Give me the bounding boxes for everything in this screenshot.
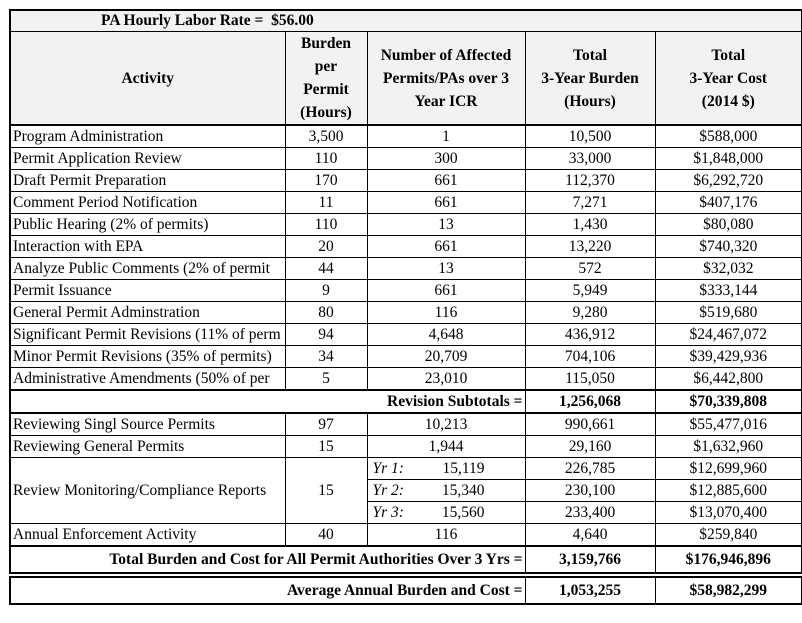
affected-cell: 300 (367, 148, 525, 170)
table-row (10, 125, 802, 148)
hours-cell: 9,280 (525, 302, 655, 324)
hours-cell: 1,430 (525, 214, 655, 236)
burden-cell: 5 (285, 368, 367, 391)
hours-cell: 33,000 (525, 148, 655, 170)
burden-cell: 110 (285, 148, 367, 170)
year-cost: $12,699,960 (655, 458, 802, 480)
revision-subtotal-label: Revision Subtotals = (10, 390, 525, 413)
cost-cell: $407,176 (655, 192, 802, 214)
labor-rate-value: $56.00 (271, 12, 314, 29)
burden-cell: 94 (285, 324, 367, 346)
affected-cell: 1 (367, 125, 525, 148)
hours-cell: 704,106 (525, 346, 655, 368)
cost-cell: $6,292,720 (655, 170, 802, 192)
affected-cell: 10,213 (367, 413, 525, 436)
hours-cell: 990,661 (525, 413, 655, 436)
hours-cell: 29,160 (525, 436, 655, 458)
monitoring-burden: 15 (285, 458, 367, 524)
table-row (10, 192, 802, 214)
revision-subtotal-cost: $70,339,808 (655, 390, 802, 413)
monitoring-activity: Review Monitoring/Compliance Reports (10, 458, 285, 524)
hours-cell: 112,370 (525, 170, 655, 192)
table-row (10, 236, 802, 258)
year-cost: $13,070,400 (655, 502, 802, 524)
labor-rate-row (10, 10, 802, 32)
enforcement-burden: 40 (285, 524, 367, 547)
year-affected: 15,560 (441, 504, 485, 521)
table-row (10, 413, 802, 436)
cost-cell: $1,632,960 (655, 436, 802, 458)
table-row (10, 258, 802, 280)
affected-cell: 4,648 (367, 324, 525, 346)
cost-cell: $519,680 (655, 302, 802, 324)
burden-cell: 20 (285, 236, 367, 258)
burden-cell: 9 (285, 280, 367, 302)
affected-cell: 116 (367, 302, 525, 324)
activity-cell: Reviewing Singl Source Permits (10, 413, 285, 436)
burden-cell: 97 (285, 413, 367, 436)
activity-cell: Minor Permit Revisions (35% of permits) (10, 346, 285, 368)
year-affected: 15,340 (441, 482, 485, 499)
average-row (10, 577, 802, 604)
activity-cell: Permit Issuance (10, 280, 285, 302)
cost-cell: $24,467,072 (655, 324, 802, 346)
burden-cell: 170 (285, 170, 367, 192)
col-total-burden: Total 3-Year Burden (Hours) (525, 32, 655, 126)
cost-cell: $588,000 (655, 125, 802, 148)
activity-cell: Analyze Public Comments (2% of permit (10, 258, 285, 280)
activity-cell: Program Administration (10, 125, 285, 148)
affected-cell: 661 (367, 280, 525, 302)
cost-cell: $740,320 (655, 236, 802, 258)
enforcement-row (10, 524, 802, 547)
burden-cell: 44 (285, 258, 367, 280)
enforcement-hours: 4,640 (525, 524, 655, 547)
col-affected: Number of Affected Permits/PAs over 3 Year ICR (367, 32, 525, 126)
total-label: Total Burden and Cost for All Permit Authorities Over 3 Yrs = (10, 546, 525, 573)
hours-cell: 5,949 (525, 280, 655, 302)
table-row (10, 368, 802, 391)
burden-cell: 34 (285, 346, 367, 368)
affected-cell: 661 (367, 236, 525, 258)
year-label: Yr 3: (372, 504, 404, 521)
burden-cell: 15 (285, 436, 367, 458)
table-row (10, 280, 802, 302)
enforcement-cost: $259,840 (655, 524, 802, 547)
total-hours: 3,159,766 (525, 546, 655, 573)
hours-cell: 13,220 (525, 236, 655, 258)
cost-cell: $32,032 (655, 258, 802, 280)
burden-cell: 110 (285, 214, 367, 236)
table-row (10, 436, 802, 458)
average-hours: 1,053,255 (525, 577, 655, 604)
enforcement-activity: Annual Enforcement Activity (10, 524, 285, 547)
year-label: Yr 2: (372, 482, 404, 499)
activity-cell: Significant Permit Revisions (11% of perm (10, 324, 285, 346)
activity-cell: General Permit Adminstration (10, 302, 285, 324)
column-header-row (10, 32, 802, 126)
enforcement-affected: 116 (367, 524, 525, 547)
activity-cell: Interaction with EPA (10, 236, 285, 258)
affected-cell: 23,010 (367, 368, 525, 391)
table-row (10, 214, 802, 236)
table-row (10, 170, 802, 192)
hours-cell: 115,050 (525, 368, 655, 391)
year-hours: 230,100 (525, 480, 655, 502)
table-row (10, 302, 802, 324)
hours-cell: 7,271 (525, 192, 655, 214)
labor-rate-label: PA Hourly Labor Rate = (101, 12, 264, 29)
year-hours: 226,785 (525, 458, 655, 480)
affected-cell: 1,944 (367, 436, 525, 458)
col-activity: Activity (10, 32, 285, 126)
affected-cell: 13 (367, 258, 525, 280)
activity-cell: Permit Application Review (10, 148, 285, 170)
hours-cell: 436,912 (525, 324, 655, 346)
affected-cell: 661 (367, 192, 525, 214)
year-affected: 15,119 (442, 460, 485, 477)
affected-cell: 661 (367, 170, 525, 192)
year-label: Yr 1: (372, 460, 404, 477)
table-row (10, 346, 802, 368)
table-row (10, 148, 802, 170)
cost-cell: $55,477,016 (655, 413, 802, 436)
average-label: Average Annual Burden and Cost = (10, 577, 525, 604)
hours-cell: 572 (525, 258, 655, 280)
activity-cell: Reviewing General Permits (10, 436, 285, 458)
affected-cell: 20,709 (367, 346, 525, 368)
cost-cell: $80,080 (655, 214, 802, 236)
cost-cell: $333,144 (655, 280, 802, 302)
burden-cell: 80 (285, 302, 367, 324)
burden-table (9, 9, 802, 605)
activity-cell: Administrative Amendments (50% of per (10, 368, 285, 391)
total-cost: $176,946,896 (655, 546, 802, 573)
cost-cell: $6,442,800 (655, 368, 802, 391)
activity-cell: Draft Permit Preparation (10, 170, 285, 192)
affected-cell: 13 (367, 214, 525, 236)
burden-cost-sheet (9, 9, 801, 605)
year-cost: $12,885,600 (655, 480, 802, 502)
hours-cell: 10,500 (525, 125, 655, 148)
burden-cell: 3,500 (285, 125, 367, 148)
col-total-cost: Total 3-Year Cost (2014 $) (655, 32, 802, 126)
activity-cell: Public Hearing (2% of permits) (10, 214, 285, 236)
revision-subtotal-row (10, 390, 802, 413)
revision-subtotal-hours: 1,256,068 (525, 390, 655, 413)
table-row (10, 324, 802, 346)
activity-cell: Comment Period Notification (10, 192, 285, 214)
total-row (10, 546, 802, 573)
monitoring-row-yr1 (10, 458, 802, 480)
cost-cell: $39,429,936 (655, 346, 802, 368)
burden-cell: 11 (285, 192, 367, 214)
cost-cell: $1,848,000 (655, 148, 802, 170)
average-cost: $58,982,299 (655, 577, 802, 604)
year-hours: 233,400 (525, 502, 655, 524)
col-burden-per-permit: Burden per Permit (Hours) (285, 32, 367, 126)
